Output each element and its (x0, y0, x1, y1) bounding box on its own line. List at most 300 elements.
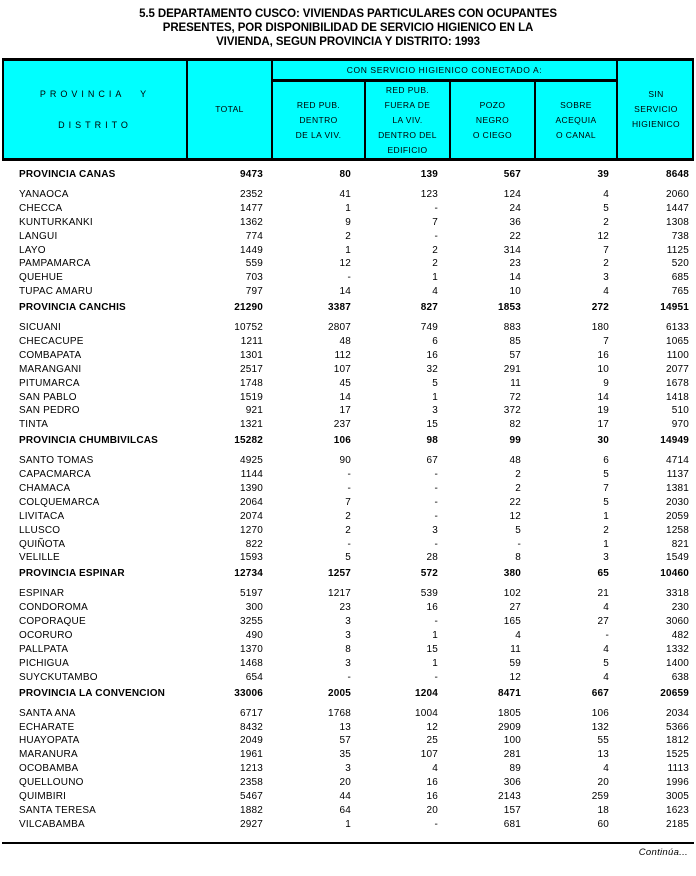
cell-value: 16 (426, 790, 438, 802)
cell-value: 2 (515, 483, 521, 495)
header-group-con-servicio: CON SERVICIO HIGIENICO CONECTADO A: (273, 61, 616, 82)
cell-value: 12 (426, 721, 438, 733)
cell-value: 14 (339, 391, 351, 403)
cell-value: 10 (509, 286, 521, 298)
cell-value: 1853 (497, 302, 521, 314)
cell-value: 132 (591, 721, 609, 733)
cell-value: 25 (426, 735, 438, 747)
cell-value: 1321 (239, 419, 263, 431)
cell-value: 14 (339, 286, 351, 298)
cell-value: 1593 (239, 552, 263, 564)
district-row (2, 285, 694, 299)
cell-value: 72 (509, 391, 521, 403)
row-label: QUIÑOTA (19, 538, 66, 550)
cell-value: 9 (345, 216, 351, 228)
cell-value: 89 (509, 763, 521, 775)
header-sin-servicio: SIN SERVICIO HIGIENICO (616, 61, 694, 158)
cell-value: 5366 (665, 721, 689, 733)
cell-value: 2064 (239, 496, 263, 508)
cell-value: 1 (432, 630, 438, 642)
cell-value: 19 (597, 405, 609, 417)
cell-value: 65 (597, 568, 609, 580)
row-label: MARANGANI (19, 363, 82, 375)
cell-value: 3 (345, 657, 351, 669)
cell-value: 681 (503, 818, 521, 830)
cell-value: 2 (345, 524, 351, 536)
cell-value: 1301 (239, 349, 263, 361)
cell-value: 55 (597, 735, 609, 747)
cell-value: 2059 (665, 510, 689, 522)
cell-value: 300 (245, 602, 263, 614)
cell-value: - (347, 538, 351, 550)
cell-value: 1418 (665, 391, 689, 403)
cell-value: 2927 (239, 818, 263, 830)
cell-value: 1 (345, 202, 351, 214)
cell-value: 2034 (665, 707, 689, 719)
cell-value: 7 (345, 496, 351, 508)
cell-value: 32 (426, 363, 438, 375)
cell-value: 13 (339, 721, 351, 733)
row-label: PALLPATA (19, 643, 69, 655)
cell-value: 654 (245, 671, 263, 683)
row-label: PAMPAMARCA (19, 258, 91, 270)
cell-value: 30 (597, 435, 609, 447)
district-row (2, 335, 694, 349)
cell-value: 667 (591, 687, 609, 699)
province-row (2, 434, 694, 448)
cell-value: 41 (339, 189, 351, 200)
row-label: SANTA ANA (19, 707, 76, 719)
cell-value: 1 (432, 657, 438, 669)
cell-value: 20 (597, 777, 609, 789)
cell-value: 12 (597, 230, 609, 242)
cell-value: 272 (591, 302, 609, 314)
cell-value: 1468 (239, 657, 263, 669)
cell-value: 3318 (665, 588, 689, 600)
cell-value: 5 (603, 469, 609, 481)
header-red-pub-dentro: RED PUB. DENTRO DE LA VIV. (271, 61, 364, 158)
cell-value: 106 (333, 435, 351, 447)
cell-value: 23 (339, 602, 351, 614)
data-table (2, 58, 694, 832)
cell-value: - (347, 469, 351, 481)
cell-value: 12734 (234, 568, 263, 580)
cell-value: 306 (503, 777, 521, 789)
cell-value: 1 (603, 538, 609, 550)
cell-value: 749 (420, 322, 438, 334)
cell-value: 6 (603, 455, 609, 467)
cell-value: - (434, 202, 438, 214)
district-row (2, 363, 694, 377)
cell-value: 2 (603, 216, 609, 228)
row-label: SANTA TERESA (19, 804, 97, 816)
cell-value: 15 (426, 643, 438, 655)
cell-value: 1065 (665, 336, 689, 348)
cell-value: 1270 (239, 524, 263, 536)
cell-value: 22 (509, 230, 521, 242)
cell-value: 2185 (665, 818, 689, 830)
cell-value: 33006 (234, 687, 263, 699)
cell-value: 3 (345, 616, 351, 628)
cell-value: 1961 (239, 749, 263, 761)
cell-value: 1211 (240, 336, 263, 348)
cell-value: 1204 (414, 687, 438, 699)
cell-value: 85 (509, 336, 521, 348)
cell-value: 3005 (665, 790, 689, 802)
cell-value: 4 (603, 286, 609, 298)
district-row (2, 776, 694, 790)
row-label: ESPINAR (19, 588, 65, 600)
title-line-1: 5.5 DEPARTAMENTO CUSCO: VIVIENDAS PARTICULARES CON OCUPANTES (139, 8, 557, 20)
cell-value: - (517, 538, 521, 550)
cell-value: 1113 (667, 763, 689, 775)
district-row (2, 188, 694, 202)
cell-value: 107 (420, 749, 438, 761)
cell-value: 11 (510, 377, 521, 389)
row-label: TUPAC AMARU (19, 286, 93, 298)
cell-value: 5 (432, 377, 438, 389)
cell-value: 703 (245, 272, 263, 284)
cell-value: 106 (591, 707, 609, 719)
cell-value: 1882 (239, 804, 263, 816)
cell-value: 102 (503, 588, 521, 600)
district-row (2, 762, 694, 776)
row-label: OCORURO (19, 630, 73, 642)
table-title (0, 0, 696, 49)
cell-value: 2005 (327, 687, 351, 699)
cell-value: 48 (509, 455, 521, 467)
cell-value: 1390 (239, 483, 263, 495)
district-row (2, 510, 694, 524)
cell-value: - (434, 230, 438, 242)
cell-value: 4 (603, 763, 609, 775)
district-row (2, 202, 694, 216)
cell-value: 59 (509, 657, 521, 669)
cell-value: 2 (345, 230, 351, 242)
district-row (2, 818, 694, 832)
cell-value: 60 (597, 818, 609, 830)
row-label: LIVITACA (19, 510, 65, 522)
district-row (2, 244, 694, 258)
cell-value: 827 (420, 302, 438, 314)
row-label: CHECACUPE (19, 336, 84, 348)
cell-value: 112 (334, 349, 351, 361)
row-label: KUNTURKANKI (19, 216, 93, 228)
cell-value: 14 (597, 391, 609, 403)
cell-value: 1 (603, 510, 609, 522)
district-row (2, 643, 694, 657)
cell-value: - (434, 469, 438, 481)
cell-value: 1 (345, 244, 351, 256)
row-label: TINTA (19, 419, 49, 431)
district-row (2, 321, 694, 335)
cell-value: 4 (603, 602, 609, 614)
cell-value: 821 (671, 538, 689, 550)
cell-value: 1370 (239, 643, 263, 655)
cell-value: 12 (509, 671, 521, 683)
cell-value: 4 (515, 630, 521, 642)
district-row (2, 257, 694, 271)
cell-value: 230 (671, 602, 689, 614)
cell-value: 1144 (240, 469, 263, 481)
header-provincia-line2: DISTRITO (58, 119, 132, 130)
cell-value: 2049 (239, 735, 263, 747)
cell-value: 8648 (665, 169, 689, 180)
header-provincia-distrito (4, 61, 186, 158)
cell-value: 1449 (239, 244, 263, 256)
cell-value: 4714 (665, 455, 689, 467)
cell-value: 1004 (414, 707, 438, 719)
cell-value: - (347, 272, 351, 284)
district-row (2, 790, 694, 804)
cell-value: 2 (345, 510, 351, 522)
cell-value: 1805 (497, 707, 521, 719)
district-row (2, 230, 694, 244)
cell-value: 57 (339, 735, 351, 747)
cell-value: 23 (509, 258, 521, 270)
cell-value: - (347, 483, 351, 495)
cell-value: 15 (426, 419, 438, 431)
cell-value: 2 (432, 244, 438, 256)
cell-value: 738 (671, 230, 689, 242)
cell-value: 4925 (239, 455, 263, 467)
cell-value: 165 (503, 616, 521, 628)
district-row (2, 707, 694, 721)
cell-value: 1 (432, 272, 438, 284)
cell-value: 2358 (239, 777, 263, 789)
cell-value: 2143 (497, 790, 521, 802)
cell-value: 14 (509, 272, 521, 284)
row-label: OCOBAMBA (19, 763, 79, 775)
cell-value: 16 (597, 349, 609, 361)
cell-value: 2352 (239, 189, 263, 200)
cell-value: 5 (603, 657, 609, 669)
cell-value: 7 (603, 483, 609, 495)
cell-value: 1125 (666, 244, 689, 256)
cell-value: - (434, 616, 438, 628)
cell-value: 520 (671, 258, 689, 270)
cell-value: 7 (603, 244, 609, 256)
cell-value: 6133 (665, 322, 689, 334)
cell-value: 685 (671, 272, 689, 284)
cell-value: 16 (426, 349, 438, 361)
cell-value: 2074 (239, 510, 263, 522)
district-row (2, 804, 694, 818)
cell-value: 3 (345, 763, 351, 775)
cell-value: 314 (503, 244, 521, 256)
cell-value: 5 (515, 524, 521, 536)
cell-value: - (434, 510, 438, 522)
row-label: SAN PABLO (19, 391, 77, 403)
row-label: PROVINCIA CANAS (19, 169, 116, 180)
district-row (2, 482, 694, 496)
cell-value: 5 (603, 202, 609, 214)
cell-value: 64 (339, 804, 351, 816)
cell-value: 3387 (327, 302, 351, 314)
cell-value: 4 (603, 671, 609, 683)
cell-value: 1477 (239, 202, 263, 214)
cell-value: 567 (503, 169, 521, 180)
cell-value: 1332 (665, 643, 689, 655)
cell-value: - (434, 496, 438, 508)
district-row (2, 496, 694, 510)
cell-value: 8471 (497, 687, 521, 699)
cell-value: 4 (603, 189, 609, 200)
header-provincia-line1: PROVINCIA Y (39, 88, 151, 99)
cell-value: 13 (597, 749, 609, 761)
district-row (2, 524, 694, 538)
row-label: PROVINCIA LA CONVENCION (19, 687, 166, 699)
cell-value: 490 (245, 630, 263, 642)
cell-value: 5467 (239, 790, 263, 802)
cell-value: 1519 (239, 391, 263, 403)
cell-value: 1217 (327, 588, 351, 600)
cell-value: 1213 (239, 763, 263, 775)
cell-value: 45 (339, 377, 351, 389)
cell-value: 98 (426, 435, 438, 447)
table-body (2, 161, 694, 832)
cell-value: 35 (339, 749, 351, 761)
cell-value: 20 (426, 804, 438, 816)
cell-value: 8 (345, 643, 351, 655)
table-header (2, 58, 694, 161)
cell-value: 883 (503, 322, 521, 334)
cell-value: 82 (509, 419, 521, 431)
cell-value: 100 (503, 735, 521, 747)
cell-value: 4 (432, 763, 438, 775)
row-label: SAN PEDRO (19, 405, 80, 417)
district-row (2, 587, 694, 601)
cell-value: 2 (603, 524, 609, 536)
cell-value: 1768 (327, 707, 351, 719)
cell-value: 14949 (660, 435, 689, 447)
cell-value: 1678 (665, 377, 689, 389)
row-label: COLQUEMARCA (19, 496, 100, 508)
district-row (2, 615, 694, 629)
province-row (2, 168, 694, 182)
cell-value: 2 (432, 258, 438, 270)
row-label: CAPACMARCA (19, 469, 91, 481)
cell-value: 36 (509, 216, 521, 228)
cell-value: 107 (333, 363, 351, 375)
row-label: CHECCA (19, 202, 63, 214)
cell-value: 21 (597, 588, 609, 600)
cell-value: 1996 (665, 777, 689, 789)
cell-value: 5 (345, 552, 351, 564)
row-label: COPORAQUE (19, 616, 86, 628)
cell-value: 20659 (660, 687, 689, 699)
title-line-3: VIVIENDA, SEGUN PROVINCIA Y DISTRITO: 1993 (216, 36, 480, 48)
cell-value: 3060 (665, 616, 689, 628)
cell-value: 1137 (666, 469, 689, 481)
row-label: PROVINCIA CANCHIS (19, 302, 126, 314)
cell-value: 2909 (497, 721, 521, 733)
district-row (2, 454, 694, 468)
cell-value: 1258 (665, 524, 689, 536)
header-pozo-negro: POZO NEGRO O CIEGO (449, 61, 534, 158)
cell-value: - (434, 671, 438, 683)
row-label: QUEHUE (19, 272, 63, 284)
row-label: PITUMARCA (19, 377, 80, 389)
district-row (2, 538, 694, 552)
district-row (2, 721, 694, 735)
cell-value: 1381 (665, 483, 689, 495)
cell-value: 559 (245, 258, 263, 270)
row-label: LANGUI (19, 230, 58, 242)
cell-value: 9473 (239, 169, 263, 180)
district-row (2, 734, 694, 748)
title-line-2: PRESENTES, POR DISPONIBILIDAD DE SERVICIO HIGIENICO EN LA (162, 22, 534, 34)
row-label: PROVINCIA ESPINAR (19, 568, 125, 580)
cell-value: 10460 (660, 568, 689, 580)
cell-value: 1549 (665, 552, 689, 564)
cell-value: 17 (339, 405, 351, 417)
cell-value: 17 (597, 419, 609, 431)
district-row (2, 418, 694, 432)
cell-value: 482 (671, 630, 689, 642)
cell-value: 2 (603, 258, 609, 270)
cell-value: 372 (503, 405, 521, 417)
cell-value: 7 (603, 336, 609, 348)
row-label: VELILLE (19, 552, 60, 564)
row-label: LLUSCO (19, 524, 61, 536)
cell-value: 12 (339, 258, 351, 270)
cell-value: 44 (339, 790, 351, 802)
cell-value: 822 (245, 538, 263, 550)
cell-value: 39 (597, 169, 609, 180)
cell-value: 1525 (665, 749, 689, 761)
cell-value: 27 (509, 602, 521, 614)
cell-value: 124 (503, 189, 521, 200)
cell-value: 22 (509, 496, 521, 508)
cell-value: 10 (597, 363, 609, 375)
cell-value: 6717 (239, 707, 263, 719)
cell-value: 48 (339, 336, 351, 348)
row-label: CHAMACA (19, 483, 71, 495)
cell-value: 90 (339, 455, 351, 467)
cell-value: 572 (420, 568, 438, 580)
cell-value: 10752 (234, 322, 263, 334)
cell-value: 1812 (665, 735, 689, 747)
district-row (2, 748, 694, 762)
cell-value: 18 (597, 804, 609, 816)
row-label: PICHIGUA (19, 657, 69, 669)
row-label: MARANURA (19, 749, 78, 761)
district-row (2, 629, 694, 643)
cell-value: 8 (515, 552, 521, 564)
row-label: LAYO (19, 244, 46, 256)
row-label: HUAYOPATA (19, 735, 80, 747)
cell-value: 2 (515, 469, 521, 481)
continua-note: Continúa... (638, 846, 688, 858)
cell-value: 15282 (234, 435, 263, 447)
row-label: PROVINCIA CHUMBIVILCAS (19, 435, 159, 447)
row-label: CONDOROMA (19, 602, 89, 614)
cell-value: - (434, 818, 438, 830)
cell-value: 3 (432, 524, 438, 536)
row-label: QUIMBIRI (19, 790, 67, 802)
cell-value: 1308 (665, 216, 689, 228)
cell-value: 21290 (234, 302, 263, 314)
province-row (2, 301, 694, 315)
cell-value: 1100 (666, 349, 689, 361)
cell-value: 1447 (665, 202, 689, 214)
row-label: SANTO TOMAS (19, 455, 94, 467)
cell-value: 921 (245, 405, 263, 417)
cell-value: 28 (426, 552, 438, 564)
cell-value: 4 (603, 643, 609, 655)
cell-value: 2077 (665, 363, 689, 375)
